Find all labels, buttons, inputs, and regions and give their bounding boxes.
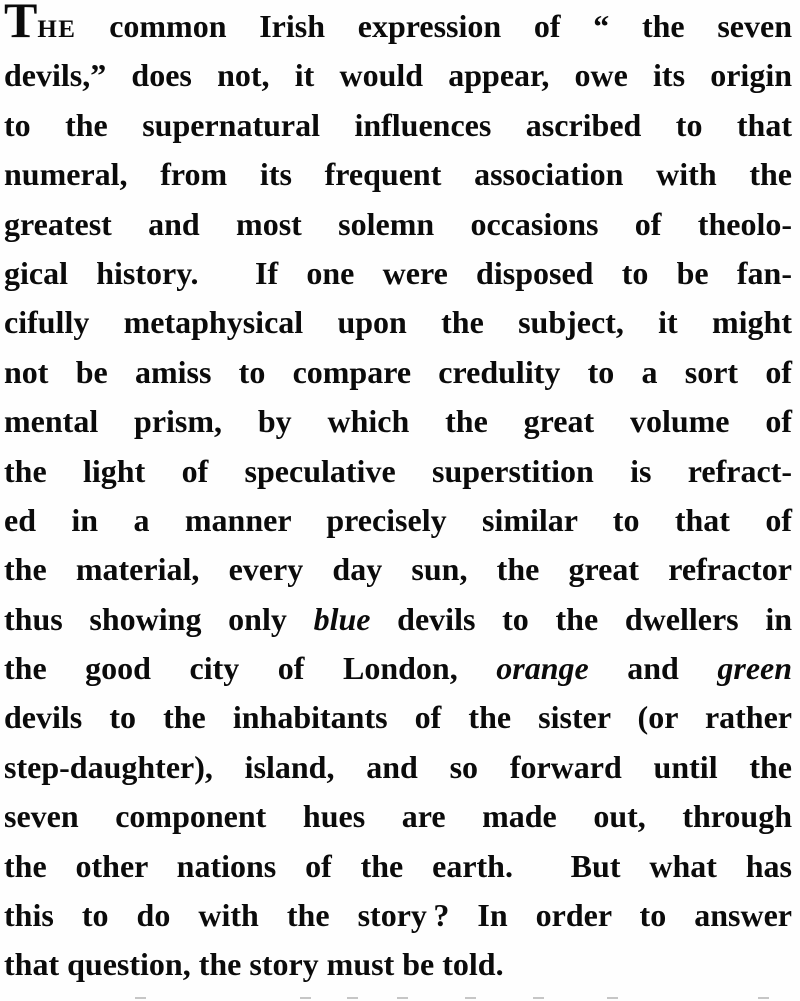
- scan-artifact-dash: [397, 997, 408, 999]
- text-line: [4, 447, 792, 496]
- text-line: [4, 743, 792, 792]
- text-segment: T: [4, 0, 38, 48]
- text-segment: greatest and most solemn occasions of theolo-: [4, 205, 792, 242]
- text-segment: and: [588, 650, 718, 687]
- text-line: [4, 545, 792, 594]
- text-segment: step-daughter), island, and so forward until the: [4, 748, 792, 785]
- text-segment: the light of speculative superstition is refract-: [4, 452, 792, 489]
- scan-artifact-dash: [758, 997, 769, 999]
- text-line: [4, 51, 792, 100]
- scan-artifact-dash: [533, 997, 544, 999]
- text-segment: to the supernatural influences ascribed to that: [4, 106, 792, 143]
- text-segment: devils,” does not, it would appear, owe its origin: [4, 57, 792, 94]
- text-line: [4, 891, 792, 940]
- text-segment: the good city of London,: [4, 650, 497, 687]
- text-line: [4, 940, 792, 989]
- text-segment: cifully metaphysical upon the subject, it might: [4, 304, 792, 341]
- text-segment: ed in a manner precisely similar to that of: [4, 501, 792, 538]
- text-segment: seven component hues are made out, through: [4, 798, 792, 835]
- text-segment: numeral, from its frequent association with the: [4, 156, 792, 193]
- text-segment: HE: [37, 16, 77, 43]
- text-segment: this to do with the story ? In order to answer: [4, 897, 792, 934]
- text-segment: common Irish expression of “ the seven: [76, 8, 792, 44]
- text-line: [4, 348, 792, 397]
- scan-artifact-dash: [465, 997, 476, 999]
- text-segment: devils to the dwellers in: [370, 600, 793, 637]
- text-line: [4, 2, 792, 51]
- text-line: [4, 298, 792, 347]
- text-line: [4, 200, 792, 249]
- text-line: [4, 595, 792, 644]
- text-segment: gical history. If one were disposed to be fan-: [4, 254, 792, 291]
- text-segment: the other nations of the earth. But what has: [4, 847, 792, 884]
- text-line: [4, 792, 792, 841]
- text-segment: not be amiss to compare credulity to a sort of: [4, 353, 792, 390]
- text-segment: mental prism, by which the great volume of: [4, 403, 792, 440]
- text-line: [4, 693, 792, 742]
- text-line: [4, 644, 792, 693]
- italic-word: blue: [313, 600, 371, 637]
- text-line: [4, 842, 792, 891]
- scan-artifact-dash: [300, 997, 311, 999]
- scan-artifact-dash: [347, 997, 358, 999]
- text-line: [4, 101, 792, 150]
- scan-artifact-dash: [135, 997, 146, 999]
- italic-word: orange: [496, 650, 589, 687]
- scan-artifact-dash: [607, 997, 618, 999]
- text-segment: that question, the story must be told.: [4, 946, 504, 983]
- text-line: [4, 249, 792, 298]
- text-segment: the material, every day sun, the great refractor: [4, 551, 792, 588]
- page-text: [4, 2, 792, 990]
- text-line: [4, 150, 792, 199]
- text-line: [4, 496, 792, 545]
- text-segment: devils to the inhabitants of the sister (or rather: [4, 699, 792, 736]
- italic-word: green: [717, 650, 793, 687]
- text-segment: thus showing only: [4, 600, 314, 637]
- text-line: [4, 397, 792, 446]
